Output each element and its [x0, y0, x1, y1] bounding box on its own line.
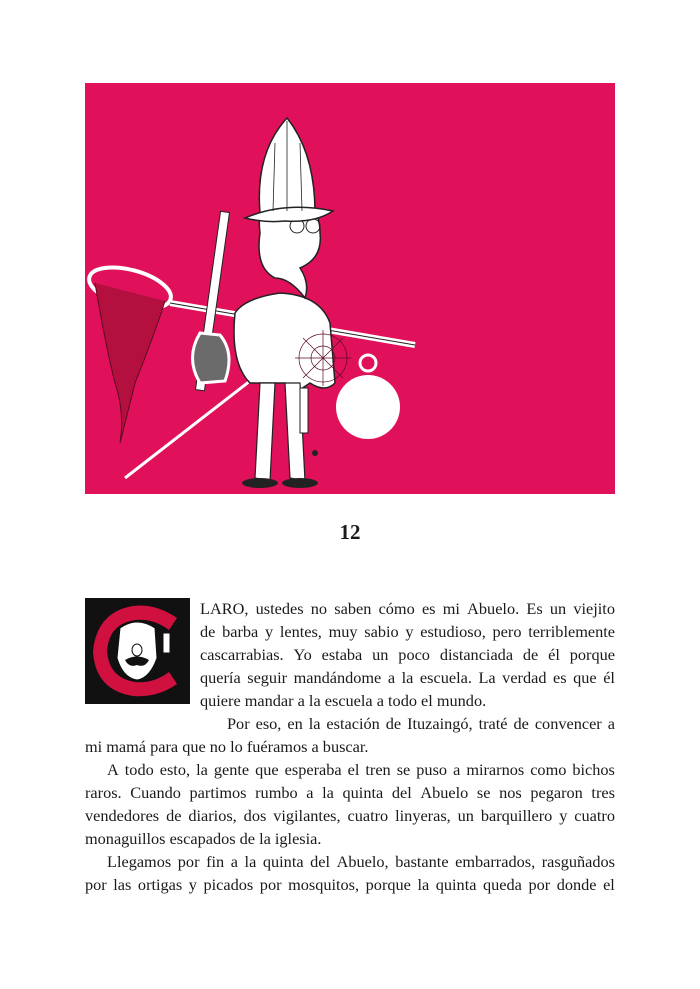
text-line: raros. Cuando partimos rumbo a la quinta del Abuelo se nos pegaron tres [85, 783, 615, 802]
chapter-illustration [85, 83, 615, 494]
revolver-icon [300, 388, 308, 433]
text-line: Por eso, en la estación de Ituzaingó, traté de convencer a [227, 714, 615, 733]
text-line: Llegamos por fin a la quinta del Abuelo, bastante embarrados, rasguñados [107, 852, 615, 871]
text-line: monaguillos escapados de la iglesia. [85, 829, 322, 848]
text-line: quiere mandar a la escuela a todo el mundo. [200, 691, 487, 710]
spider-web-icon [295, 330, 351, 386]
text-line: vendedores de diarios, dos vigilantes, cuatro linyeras, un barquillero y cuatro [85, 806, 615, 825]
illustration-art [85, 83, 615, 494]
spider-icon [312, 450, 318, 456]
text-line: de barba y lentes, muy sabio y estudioso, pero terriblemente [200, 622, 615, 641]
text-line: A todo esto, la gente que esperaba el tren se puso a mirarnos como bichos [107, 760, 615, 779]
chapter-number: 12 [339, 520, 361, 544]
text-line: por las ortigas y picados por mosquitos, porque la quinta queda por donde el [85, 875, 615, 894]
text-line: mi mamá para que no lo fuéramos a buscar. [85, 737, 369, 756]
text-line: quería seguir mandándome a la escuela. La verdad es que él [200, 668, 615, 687]
text-line: cascarrabias. Yo estaba un poco distanciada de él porque [200, 645, 615, 664]
chapter-body [85, 597, 615, 896]
text-line: LARO, ustedes no saben cómo es mi Abuelo. Es un viejito [200, 599, 615, 618]
